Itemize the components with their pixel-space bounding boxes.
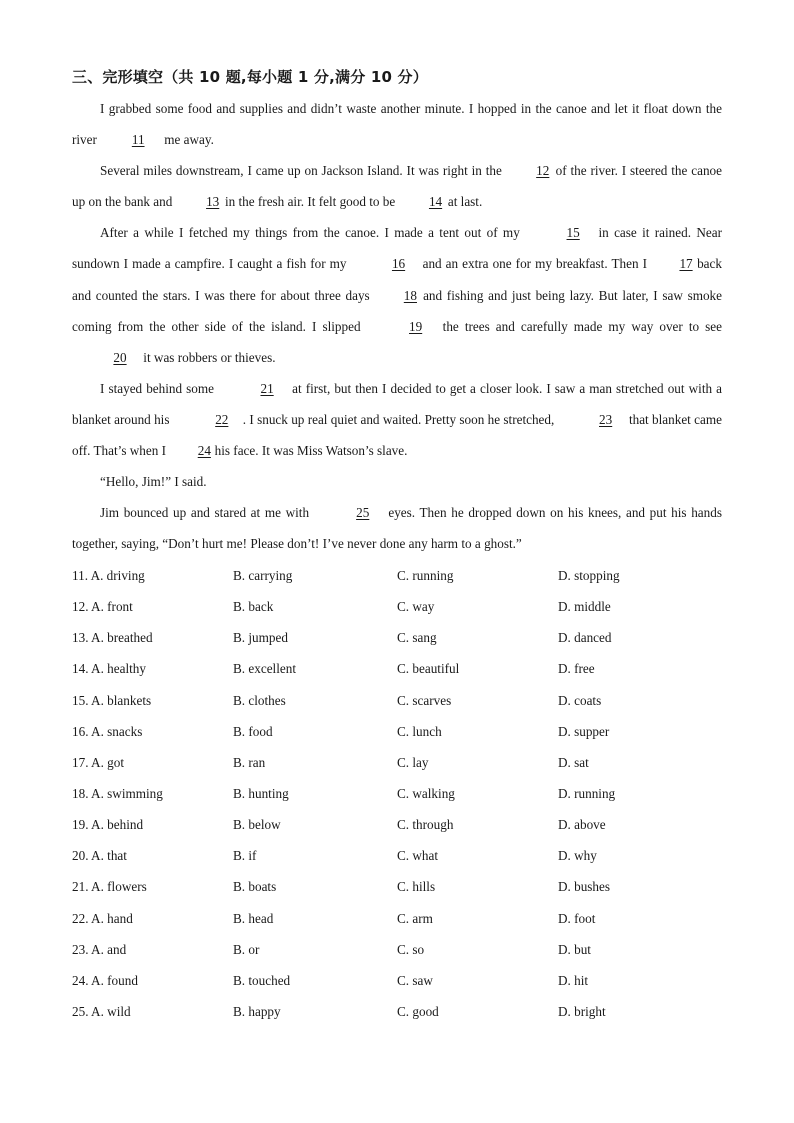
blank-17: 17 [679,256,693,272]
option-d: D. but [558,941,591,957]
text: . I snuck up real quiet and waited. Pretty soon he stretched, [242,411,558,427]
option-a: 25. A. wild [72,1003,131,1019]
option-b: B. below [233,817,281,833]
option-c: C. running [397,568,454,583]
option-b: B. jumped [233,630,288,646]
option-c: C. beautiful [397,661,460,677]
text: it was robbers or thieves. [140,349,276,365]
blank-20: 20 [113,349,127,365]
option-a: 18. A. swimming [72,785,163,801]
option-a: 23. A. and [72,941,127,957]
option-a: 24. A. found [72,972,138,988]
text: and an extra one for my breakfast. Then I [418,256,652,272]
paragraph-5 [72,466,722,497]
blank-19: 19 [409,318,423,334]
blank-16: 16 [391,256,406,272]
option-d: D. coats [558,692,602,708]
text: in the fresh air. It felt good to be [221,194,399,210]
question-row [72,591,732,622]
option-d: D. middle [558,599,611,615]
text: in case it rained. Near sundown I made a campfire. I caught a fish for my [72,225,722,272]
option-b: B. excellent [233,661,296,677]
option-a: 16. A. snacks [72,723,143,739]
option-a: 14. A. healthy [72,661,146,677]
paragraph-4 [72,373,722,466]
question-row [72,809,732,840]
question-row [72,965,732,996]
option-c: C. arm [397,910,433,926]
option-c: C. lay [397,754,429,770]
question-row [72,778,732,809]
text: After a while I fetched my things from the canoe. I made a tent out of my [100,225,526,241]
option-c: C. sang [397,630,437,646]
section-heading: 三、完形填空（共 10 题,每小题 1 分,满分 10 分） [72,68,428,86]
option-d: D. bushes [558,879,611,895]
option-a: 15. A. blankets [72,692,152,708]
question-row [72,685,732,716]
paragraph-2 [72,155,722,217]
paragraph-1 [72,93,722,155]
paragraph-6 [72,497,722,559]
text: I stayed behind some [100,380,219,396]
text: that blanket came off. That’s when I [72,411,722,459]
answer-options [72,560,732,1027]
option-c: C. hills [397,879,436,895]
question-row [72,871,732,902]
option-d: D. free [558,661,595,677]
blank-13: 13 [206,194,220,210]
blank-15: 15 [566,225,580,241]
blank-11: 11 [131,132,145,148]
blank-23: 23 [599,411,613,427]
option-b: B. hunting [233,785,289,801]
option-b: B. happy [233,1003,281,1019]
text: his face. It was Miss Watson’s slave. [211,443,408,459]
option-c: C. scarves [397,692,452,708]
text: of the river. I steered the canoe up on the bank and [72,163,722,210]
option-b: B. or [233,941,260,957]
text: “Hello, Jim!” I said. [100,474,207,490]
question-row [72,747,732,778]
option-a: 11. A. driving [72,568,145,583]
text: eyes. Then he dropped down on his knees, and put his hands together, saying, “Don’t hurt me! Please don’t! I’ve never done any harm to a ghost.” [72,505,722,552]
question-row [72,996,732,1027]
option-b: B. back [233,599,274,615]
option-a: 12. A. front [72,599,133,615]
option-d: D. stopping [558,568,620,583]
option-a: 22. A. hand [72,910,133,926]
option-c: C. saw [397,972,433,988]
question-row [72,903,732,934]
option-c: C. what [397,848,439,864]
blank-24: 24 [197,443,211,459]
option-d: D. sat [558,754,589,770]
cloze-passage [72,93,722,559]
text: me away. [164,132,214,148]
option-a: 21. A. flowers [72,879,147,895]
text: at first, but then I decided to get a closer look. I saw a man stretched out with a blanket around his [72,380,722,427]
option-b: B. food [233,723,273,739]
option-b: B. head [233,910,274,926]
blank-25: 25 [356,505,370,521]
question-row [72,934,732,965]
option-c: C. good [397,1003,439,1019]
question-row [72,653,732,684]
text: Several miles downstream, I came up on Jackson Island. It was right in the [100,163,506,179]
option-c: C. so [397,941,425,957]
option-d: D. above [558,817,606,833]
blank-22: 22 [215,411,229,427]
option-c: C. lunch [397,723,442,739]
option-d: D. why [558,848,597,864]
text: Jim bounced up and stared at me with [100,505,314,521]
question-row [72,622,732,653]
option-d: D. hit [558,972,589,988]
option-c: C. through [397,817,454,833]
option-d: D. danced [558,630,612,646]
option-a: 17. A. got [72,754,125,770]
option-d: D. running [558,785,616,801]
option-d: D. foot [558,910,596,926]
option-b: B. ran [233,754,266,770]
text: at last. [444,194,483,210]
blank-21: 21 [260,380,274,396]
question-row [72,716,732,747]
blank-14: 14 [428,194,443,210]
option-b: B. carrying [233,568,293,583]
option-a: 20. A. that [72,848,127,864]
paragraph-3 [72,217,722,372]
option-d: D. bright [558,1003,606,1019]
blank-12: 12 [536,163,550,179]
option-c: C. way [397,599,435,615]
option-b: B. clothes [233,692,286,708]
option-b: B. boats [233,879,277,895]
blank-18: 18 [403,287,417,303]
option-b: B. touched [233,972,291,988]
text: I grabbed some food and supplies and didn’t waste another minute. I hopped in the canoe and let it float down the river [72,101,722,148]
option-b: B. if [233,848,257,864]
question-row [72,840,732,871]
option-a: 13. A. breathed [72,630,153,646]
text: the trees and carefully made my way over to see [436,318,722,334]
question-row [72,560,732,591]
text: back and counted the stars. I was there for about three days [72,256,722,303]
option-a: 19. A. behind [72,817,144,833]
text: and fishing and just being lazy. But later, I saw smoke coming from the other side of the island. I slipped [72,287,722,334]
option-c: C. walking [397,785,455,801]
option-d: D. supper [558,723,610,739]
